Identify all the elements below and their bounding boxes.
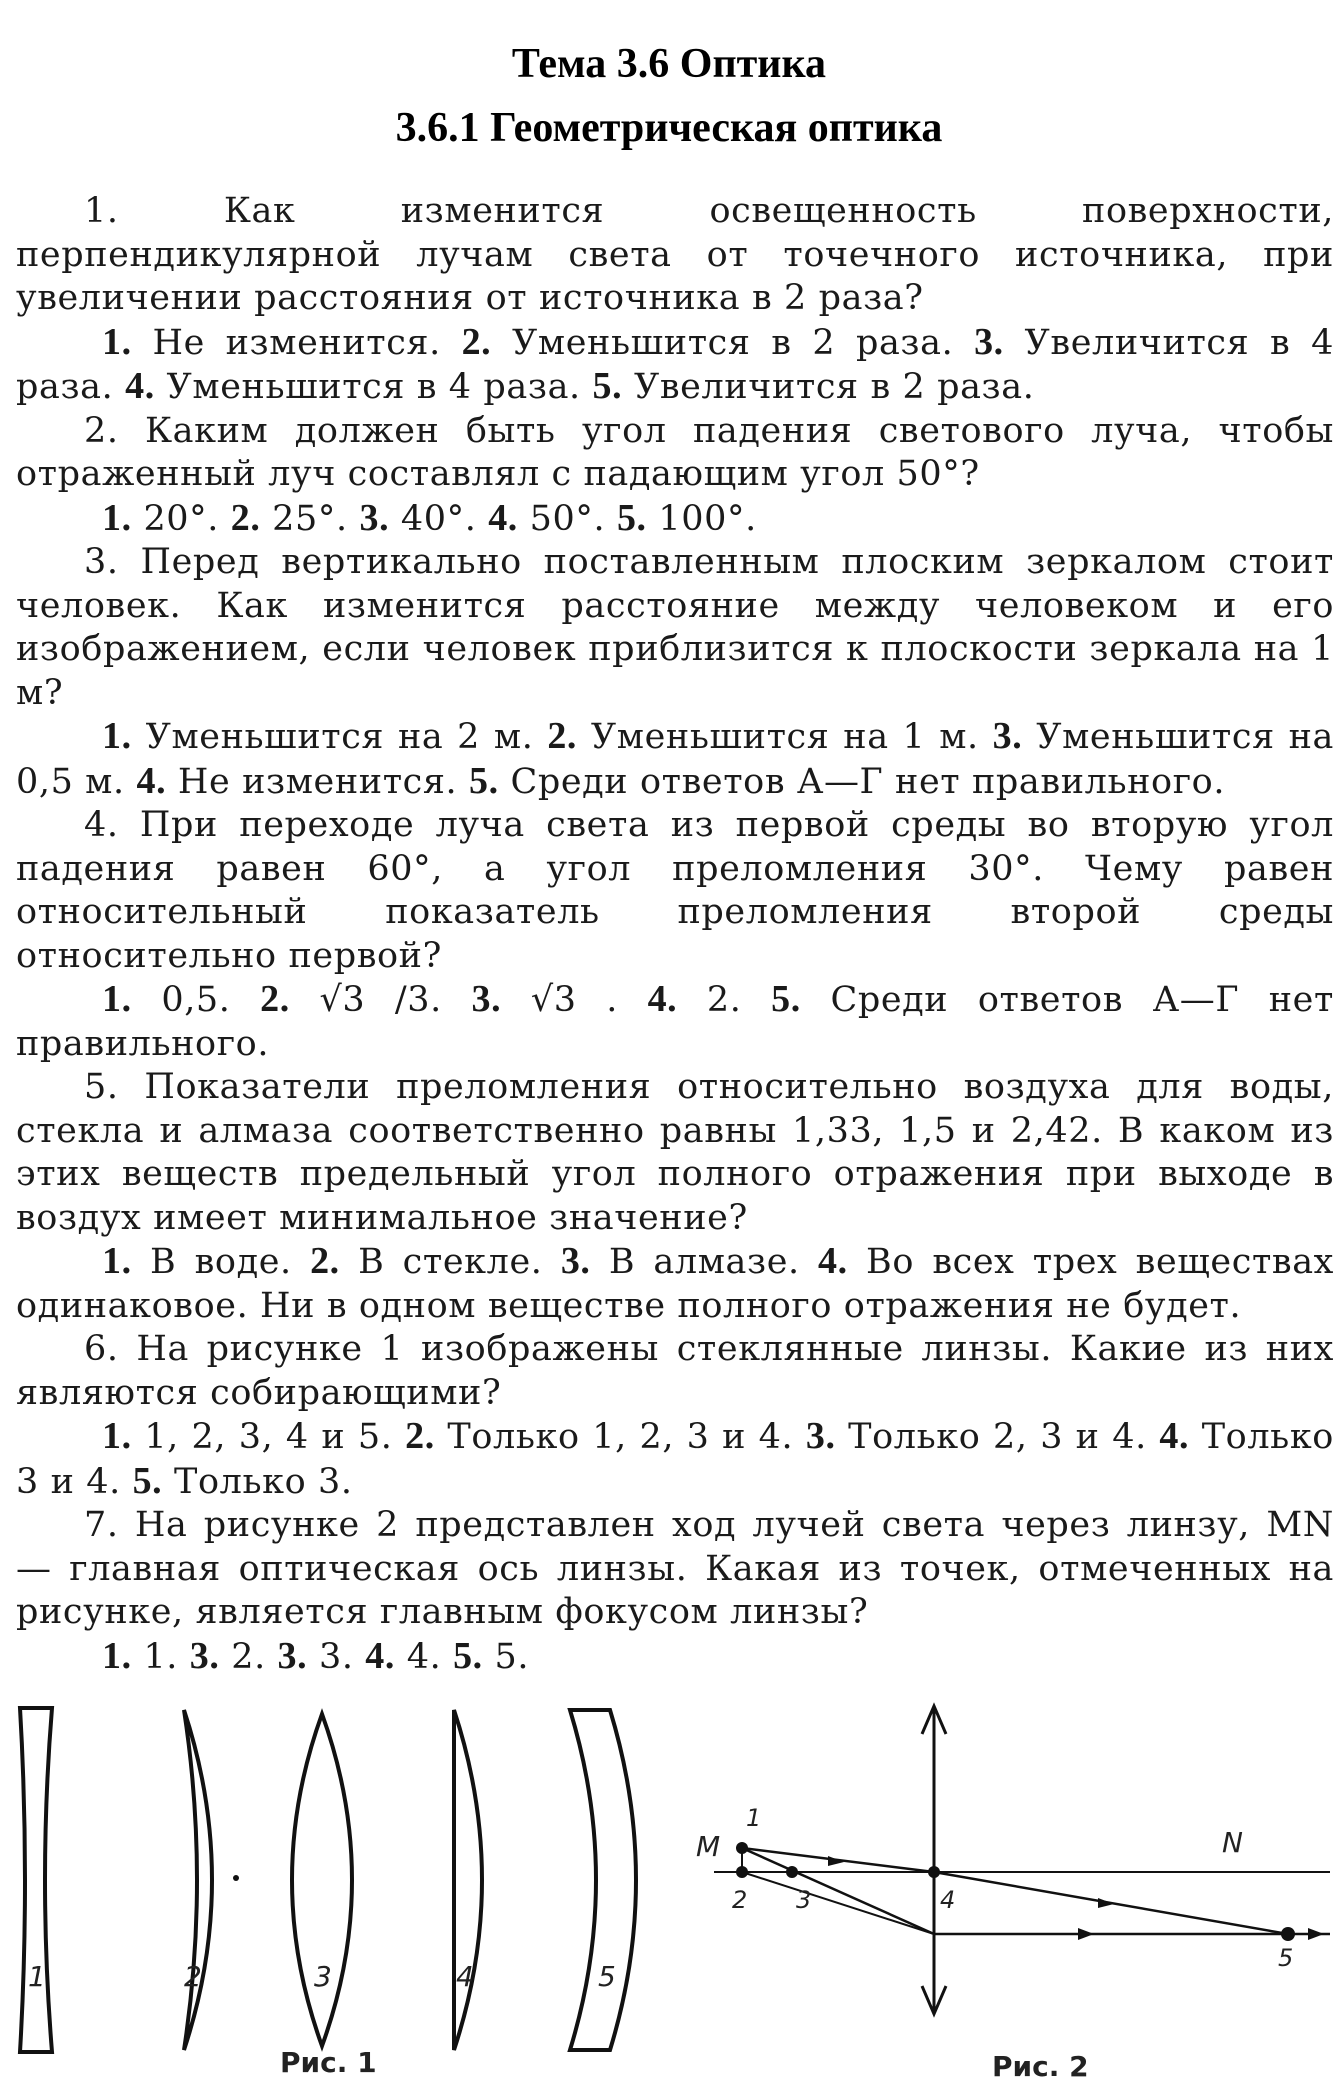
answer-number: 2. [230,496,261,539]
question-number: 2. [84,410,119,451]
answer-text: 5. [494,1636,530,1677]
answer-text: 50°. [529,498,606,539]
answer-text: Уменьшится на 0,5 м. [16,717,1334,802]
answer-number: 2. [310,1240,340,1282]
lens-label-3: 3 [314,1960,332,1993]
answer-text: Ни в одном веществе полного отражения не будет. [260,1285,1242,1326]
answer-number: 1. [102,1415,132,1457]
question-number: 1. [84,191,119,231]
answer-number: 4. [488,496,518,539]
answer-text: 2. [706,980,742,1020]
answer-number: 3. [471,978,502,1020]
answer-number: 2. [461,320,492,363]
answer-number: 1. [102,715,132,757]
answer-number: 1. [102,1634,132,1677]
lens-label-5: 5 [598,1960,616,1993]
answer-number: 1. [102,320,132,363]
answer-text: В стекле. [358,1242,543,1282]
point-label-3: 3 [796,1886,812,1914]
axis-label-m: M [696,1830,721,1863]
answer-option[interactable] [102,1417,392,1457]
answer-text: Не изменится. [152,322,441,363]
answer-number: 3. [805,1415,836,1457]
answer-option[interactable] [230,496,348,539]
answer-text: Уменьшится на 2 м. [145,717,534,757]
answer-number: 4. [136,759,167,802]
answer-text: √3 /3. [319,980,442,1020]
answer-text: 0,5. [161,980,231,1020]
answer-option[interactable] [260,980,442,1020]
answer-option[interactable] [310,1242,542,1282]
question-text: При переходе луча света из первой среды во вторую угол падения равен 60°, а угол преломления 30°. Чему равен относительный показатель преломления второй среды относительно первой? [16,805,1334,976]
figure-2-caption: Рис. 2 [992,2050,1089,2083]
answer-option[interactable] [547,717,978,757]
answer-text: Среди ответов А—Г нет правильного. [510,761,1226,802]
question-number: 3. [84,542,119,582]
answer-option[interactable] [806,1417,1147,1457]
answer-number: 3. [560,1240,591,1282]
question-text: На рисунке 1 изображены стеклянные линзы. Какие из них являются собирающими? [16,1329,1334,1413]
question-4 [16,804,1334,978]
answer-text: Увеличится в 2 раза. [633,367,1035,407]
answer-option[interactable] [359,496,477,539]
question-number: 7. [84,1505,119,1545]
topic-title: Тема 3.6 Оптика [511,41,827,87]
figures [0,1690,1338,2096]
lens-1 [20,1708,52,2052]
answer-text: 2. [231,1636,266,1677]
answer-text: Только 2, 3 и 4. [848,1417,1147,1457]
answer-text: 25°. [272,498,348,539]
answer-number: 3. [189,1634,220,1677]
answer-number: 4. [647,978,678,1020]
answer-text: Во всех трех веществах одинаковое. [16,1242,1335,1326]
answer-options-7 [16,1635,1334,1680]
answer-option[interactable] [471,980,617,1020]
answer-option[interactable] [260,1286,1241,1326]
question-text: Как изменится освещенность поверхности, перпендикулярной лучам света от точечного источника, при увеличении расстояния от источника в 2 раза? [16,191,1334,318]
answer-options-5 [16,1240,1334,1328]
lens-label-1: 1 [28,1960,46,1993]
axis-label-n: N [1222,1826,1243,1859]
lens-4 [454,1710,482,2050]
question-2 [16,410,1334,497]
answer-option[interactable] [648,980,742,1020]
answer-option[interactable] [102,980,231,1020]
answer-text: Среди ответов А—Г нет правильного. [16,980,1334,1064]
point-label-5: 5 [1278,1944,1294,1972]
answer-text: Только 3 и 4. [16,1417,1334,1502]
answer-options-4 [16,978,1334,1066]
answer-number: 5. [592,365,623,407]
answer-number: 1. [102,1240,132,1282]
answer-number: 3. [277,1634,308,1677]
question-list [16,190,1334,1679]
answer-option[interactable] [102,496,219,539]
answer-options-3 [16,715,1334,804]
question-1 [16,190,1334,321]
answer-number: 3. [359,496,390,539]
answer-option[interactable] [102,1242,292,1282]
answer-option[interactable] [461,320,954,363]
answer-option[interactable] [561,1242,800,1282]
answer-number: 4. [1159,1415,1190,1457]
answer-number: 5. [771,978,801,1020]
answer-text: 3. [318,1636,354,1677]
question-number: 5. [84,1067,119,1107]
question-text: Показатели преломления относительно воздуха для воды, стекла и алмаза соответственно равны 1,33, 1,5 и 2,42. В каком из этих веществ предельный угол полного отражения при выходе в воздух имеет минимальное значение? [16,1067,1334,1238]
answer-text: 100°. [658,498,757,539]
answer-option[interactable] [453,1634,530,1677]
question-3 [16,541,1334,715]
question-7 [16,1504,1334,1635]
answer-number: 2. [547,715,578,757]
figure-1-caption: Рис. 1 [280,2046,377,2079]
answer-option[interactable] [593,367,1035,407]
answer-text: В воде. [150,1242,292,1282]
answer-option[interactable] [189,1634,266,1677]
question-text: Перед вертикально поставленным плоским зеркалом стоит человек. Как изменится расстояние между человеком и его изображением, если человек приблизится к плоскости зеркала на 1 м? [16,542,1334,713]
subtopic-title: 3.6.1 Геометрическая оптика [395,105,943,151]
answer-number: 1. [102,496,132,539]
answer-option[interactable] [102,1634,179,1677]
answer-text: В алмазе. [608,1242,800,1282]
answer-option[interactable] [488,496,606,539]
answer-text: Не изменится. [177,761,458,802]
point-label-4: 4 [940,1886,956,1914]
answer-text: 1, 2, 3, 4 и 5. [144,1417,393,1457]
answer-options-6 [16,1415,1334,1504]
question-text: Каким должен быть угол падения светового луча, чтобы отраженный луч составлял с падающим угол 50°? [16,410,1334,494]
answer-number: 2. [260,978,290,1020]
question-5 [16,1066,1334,1240]
lens-2 [184,1710,212,2050]
answer-text: 20°. [143,498,219,539]
point-label-2: 2 [732,1886,748,1914]
question-text: На рисунке 2 представлен ход лучей света через линзу, MN — главная оптическая ось линзы. Какая из точек, отмеченных на рисунке, является главным фокусом линзы? [16,1505,1334,1632]
answer-number: 3. [992,715,1023,757]
lens-5 [570,1710,636,2050]
answer-text: Уменьшится в 4 раза. [166,367,581,407]
lens-label-4: 4 [456,1960,474,1993]
answer-number: 2. [405,1415,435,1457]
answer-option[interactable] [125,367,581,407]
answer-number: 4. [818,1240,848,1282]
answer-text: Увеличится в 4 раза. [16,322,1334,407]
answer-text: Только 3. [174,1461,353,1502]
lens-3 [292,1714,352,2046]
answer-option[interactable] [405,1417,793,1457]
answer-option[interactable] [102,320,441,363]
question-number: 6. [84,1329,119,1369]
answer-text: Только 1, 2, 3 и 4. [447,1417,794,1457]
answer-text: √3 . [530,980,618,1020]
answer-number: 5. [469,759,499,802]
answer-text: 1. [143,1636,179,1677]
answer-text: 40°. [400,498,477,539]
answer-option[interactable] [136,759,458,802]
figure-1-lenses [0,1690,700,2096]
answer-number: 1. [102,978,132,1020]
answer-number: 5. [616,496,647,539]
answer-number: 4. [125,365,155,407]
answer-option[interactable] [365,1634,442,1677]
answer-number: 4. [365,1634,395,1677]
answer-option[interactable] [616,496,757,539]
answer-option[interactable] [132,1459,353,1502]
lens-label-2: 2 [184,1960,202,1993]
answer-text: Уменьшится на 1 м. [590,717,979,757]
answer-options-2 [16,497,1334,542]
question-number: 4. [84,805,119,845]
point-label-1: 1 [746,1804,762,1832]
answer-option[interactable] [102,717,533,757]
answer-options-1 [16,321,1334,410]
answer-text: Уменьшится в 2 раза. [512,322,954,363]
answer-text: 4. [406,1636,442,1677]
answer-option[interactable] [469,759,1226,802]
answer-number: 3. [974,320,1004,363]
answer-number: 5. [453,1634,483,1677]
answer-option[interactable] [277,1634,354,1677]
answer-number: 5. [132,1459,163,1502]
question-6 [16,1328,1334,1415]
